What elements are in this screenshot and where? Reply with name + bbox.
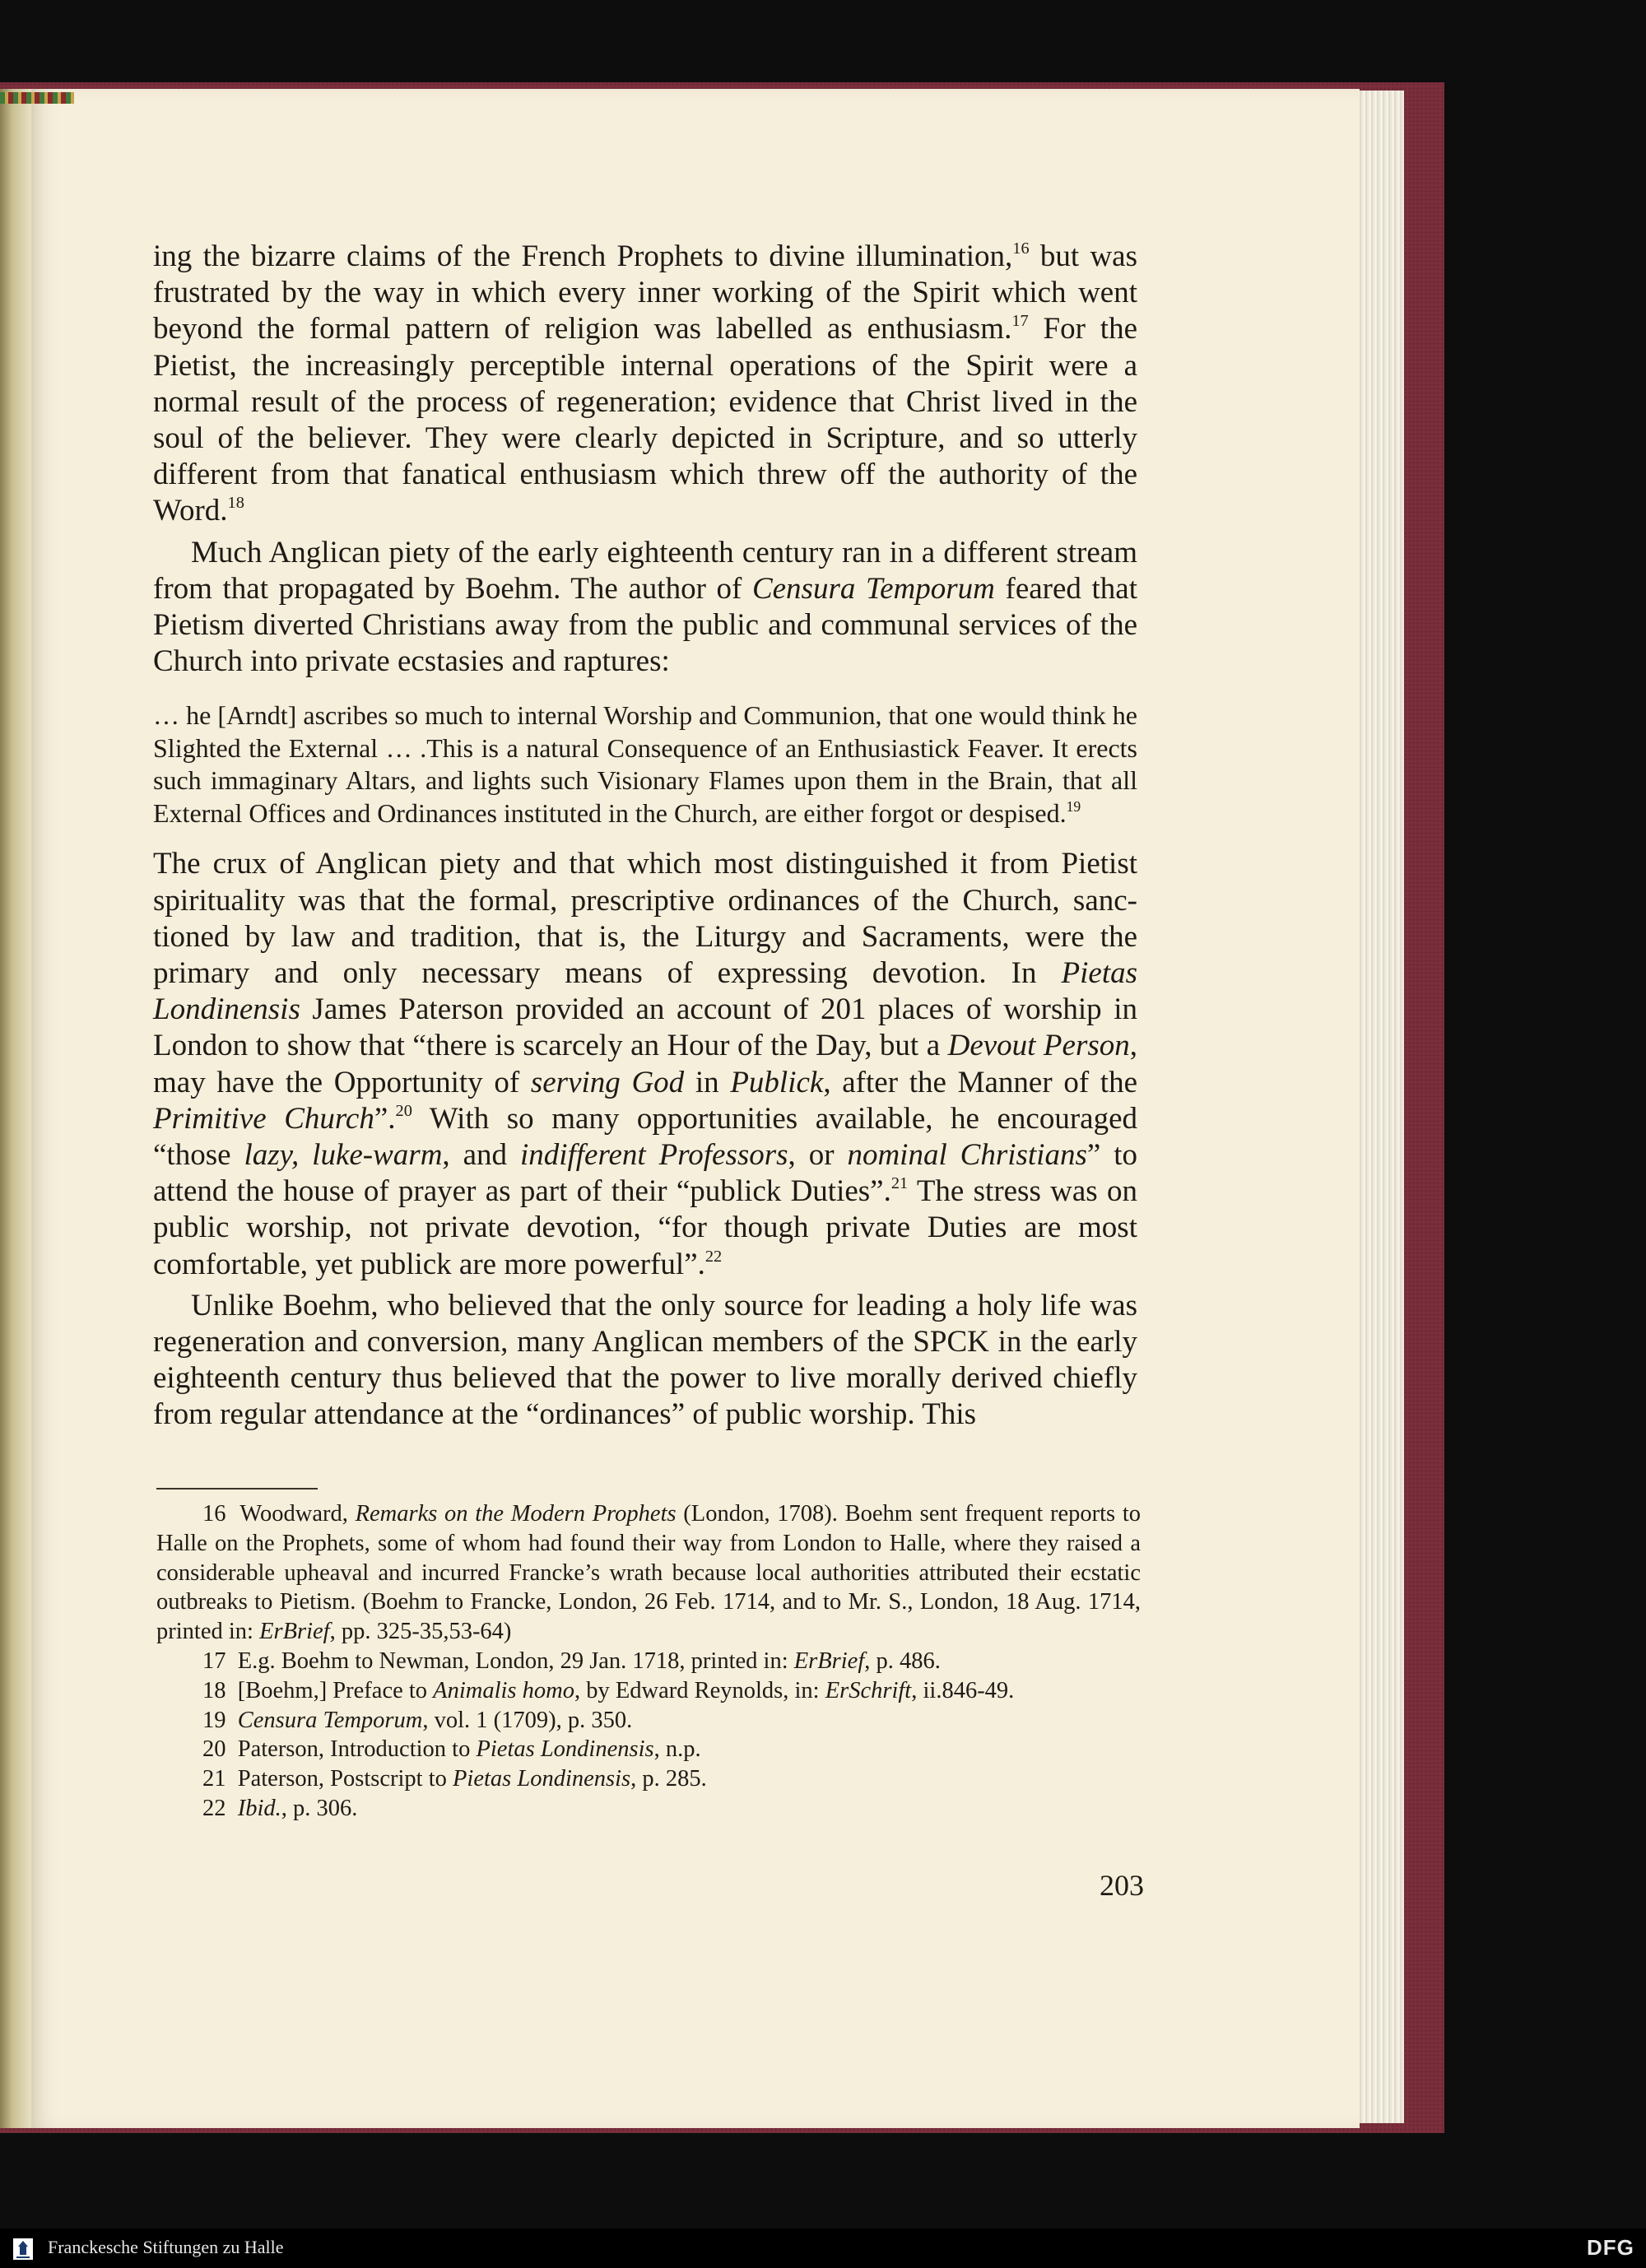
paragraph-2 (153, 535, 1137, 681)
text-run: For the Pietist, the increasingly perceptible internal operations of the Spirit were a normal result of the process of regeneration; evidence that Christ lived in the soul of the believer. They were clearly depicted in Scripture, and so utterly different from that fanatical enthusiasm which threw off the authority of the Word. (153, 312, 1137, 528)
italic-phrase: Publick (730, 1065, 824, 1099)
paragraph-4: Unlike Boehm, who believed that the only source for leading a holy life was regeneration and conversion, many Anglican members of the SPCK in the early eighteenth century thus believed that the power to live morally derived chiefly from regular attendance at the “ordinances” of public worship. This (153, 1288, 1137, 1432)
italic-title: Pietas Londinensis (453, 1766, 631, 1792)
paragraph-1 (153, 239, 1137, 530)
footnote-ref-22[interactable]: 22 (704, 1247, 723, 1266)
bookmark-ribbon (0, 92, 74, 104)
footnote-number: 20 (202, 1736, 226, 1763)
page-block-edge (1356, 91, 1404, 2123)
footnote-ref-17[interactable]: 17 (1011, 312, 1029, 331)
paragraph-3 (153, 846, 1137, 1282)
italic-title: Remarks on the Modern Prophets (355, 1501, 677, 1527)
footnote-number: 21 (202, 1766, 226, 1792)
text-run: , vol. 1 (1709), p. 350. (422, 1707, 633, 1733)
italic-title: Censura Temporum (751, 571, 995, 606)
dfg-logo: DFG (1587, 2235, 1634, 2260)
footnote-ref-16[interactable]: 16 (1012, 239, 1030, 258)
facing-page-edge (0, 89, 31, 2128)
text-run: but was frustrated by the way in which every inner working of the Spirit which went beyond the formal pattern of religion was labelled as enthusiasm. (153, 239, 1137, 346)
text-run: James Paterson provided an account of 201 places of worship in London to show that “there is scarcely an Hour of the Day, but a (153, 992, 1137, 1063)
quote-text: … he [Arndt] ascribes so much to internal Worship and Communion, that one would think he Slighted the External … .This is a natural Consequence of an Enthusiastick Feaver. It erects such immaginary Altars, and lights such Visionary Flames upon them in the Brain, that all External Offices and Ordinances instituted in the Church, are either forgot or despised. (153, 700, 1137, 828)
italic-title: ErSchrift (825, 1677, 912, 1703)
block-quote (153, 699, 1137, 830)
footnote-20 (156, 1735, 1141, 1764)
footnote-number: 17 (202, 1648, 226, 1674)
text-run: feared that Pietism diverted Christians away from the public and communal services of the Church into private ecstasies and raptures: (153, 571, 1137, 679)
text-run: in (684, 1065, 731, 1099)
main-text (153, 239, 1137, 1434)
footnote-number: 22 (202, 1795, 226, 1821)
text-run: Woodward, (239, 1501, 356, 1527)
footnote-ref-18[interactable]: 18 (227, 494, 244, 513)
text-run: , and (442, 1138, 520, 1173)
text-run: , p. 306. (281, 1795, 358, 1821)
footnote-ref-21[interactable]: 21 (890, 1174, 909, 1193)
footnote-ref-20[interactable]: 20 (395, 1101, 412, 1120)
text-run: The crux of Anglican piety and that which most distinguished it from Pietist spirituality was that the formal, prescriptive ordinances of the Church, sanctioned by law and tradition, that is, the Liturgy and Sacraments, were the primary and only necessary means of expressing devotion. In (153, 847, 1137, 991)
text-run: , after the Manner of the (823, 1065, 1138, 1099)
text-run: [Boehm,] Preface to (237, 1677, 434, 1703)
footnote-number: 18 (202, 1677, 226, 1703)
page-number: 203 (1100, 1869, 1144, 1902)
text-run: , p. 486. (864, 1648, 941, 1674)
footnote-separator (156, 1488, 318, 1490)
italic-phrase: nominal Christians (847, 1138, 1087, 1173)
footnote-number: 19 (202, 1707, 226, 1733)
institution-logo-icon (12, 2237, 35, 2261)
italic-title: Animalis homo (433, 1677, 574, 1703)
italic-phrase: indifferent Professors (519, 1138, 788, 1173)
text-run: , pp. 325-35,53-64) (329, 1619, 512, 1645)
footnote-16 (156, 1499, 1141, 1647)
text-run: Paterson, Postscript to (237, 1766, 453, 1792)
footnote-17 (156, 1647, 1141, 1676)
text-run: With so many opportunities available, he encouraged “those (153, 1101, 1137, 1173)
italic-title: ErBrief (793, 1648, 865, 1674)
text-run: ing the bizarre claims of the French Prophets to divine illumination, (153, 239, 1013, 273)
footnote-19 (156, 1706, 1141, 1736)
text-run: The stress was on public worship, not private devotion, “for though private Duties are most comfortable, yet publick are more powerful”. (153, 1174, 1137, 1281)
footnote-ref-19[interactable]: 19 (1066, 797, 1081, 815)
text-run: Much Anglican piety of the early eighteenth century ran in a different stream from that propagated by Boehm. The author of (153, 535, 1137, 606)
footnote-22 (156, 1794, 1141, 1824)
text-run: , p. 285. (630, 1766, 707, 1792)
institution-name: Franckesche Stiftungen zu Halle (48, 2237, 284, 2257)
footnote-21 (156, 1764, 1141, 1794)
footnote-number: 16 (202, 1501, 226, 1527)
footnotes (156, 1499, 1141, 1824)
italic-phrase: Primitive Church (153, 1101, 374, 1136)
italic-title: ErBrief (259, 1619, 330, 1645)
footnote-18 (156, 1676, 1141, 1706)
italic-phrase: serving God (530, 1065, 685, 1099)
italic-title: Pietas Londinensis (476, 1736, 654, 1763)
italic-title: Pietas Londinensis (153, 956, 1137, 1027)
text-run: , ii.846-49. (911, 1677, 1015, 1703)
text-run: Paterson, Introduction to (237, 1736, 477, 1763)
text-run: (London, 1708). Boehm sent frequent reports to Halle on the Prophets, some of whom had found their way from London to Halle, where they raised a considerable upheaval and incurred Francke’s wrath because local authorities attributed their ecstatic outbreaks to Pietism. (Boehm to Francke, London, 26 Feb. 1714, and to Mr. S., London, 18 Aug. 1714, printed in: (156, 1501, 1141, 1645)
italic-phrase: Devout Person (947, 1029, 1130, 1063)
italic-phrase: lazy, luke-warm (244, 1138, 443, 1173)
italic-title: Censura Temporum (237, 1707, 423, 1733)
text-run: , may have the Opportunity of (153, 1029, 1137, 1099)
text-run: , by Edward Reynolds, in: (574, 1677, 825, 1703)
text-run: ”. (374, 1101, 396, 1136)
text-run: , n.p. (653, 1736, 701, 1763)
text-run: ” to attend the house of prayer as part of their “publick Duties”. (153, 1138, 1137, 1209)
text-run: E.g. Boehm to Newman, London, 29 Jan. 1718, printed in: (237, 1648, 794, 1674)
italic-title: Ibid. (237, 1795, 281, 1821)
text-run: , or (788, 1138, 848, 1173)
